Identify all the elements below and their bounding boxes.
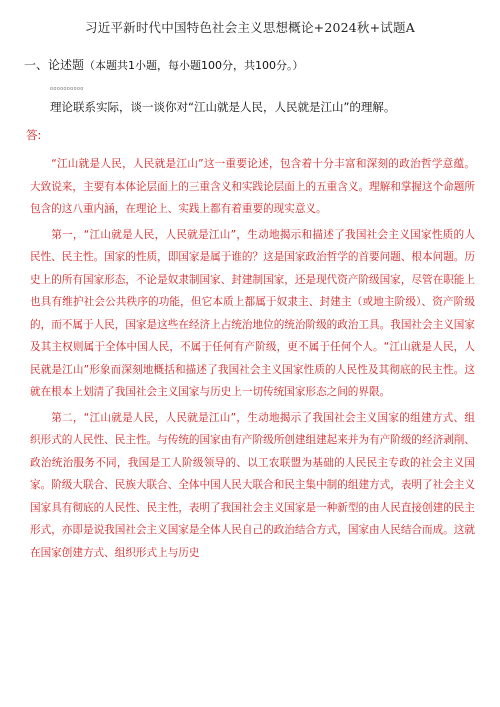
mini-marker-text: oooooooooo [50,86,84,92]
section-heading [24,56,304,73]
answer-paragraph-intro: “江山就是人民，人民就是江山”这一重要论述，包含着十分丰富和深刻的政治哲学意蕴。大致说来，主要有本体论层面上的三重含义和实践论层面上的五重含义。理解和掌握这个命题所包含的这八重内涵，在理论上、实践上都有着重要的现实意义。 [30,158,475,215]
section-note: （本题共1小题，每小题100分，共100分。） [84,59,304,72]
question-text: 理论联系实际，谈一谈你对“江山就是人民，人民就是江山”的理解。 [50,100,396,114]
section-heading-text: 一、论述题 [24,58,85,72]
answer-body [30,153,475,567]
answer-label: 答: [26,128,42,142]
document-title: 习近平新时代中国特色社会主义思想概论+2024秋+试题A [85,20,415,35]
answer-paragraph-first: 第一，“江山就是人民，人民就是江山”，生动地揭示和描述了我国社会主义国家性质的人民性、民主性。国家的性质，即国家是属于谁的？这是国家政治哲学的首要问题、根本问题。历史上的所有国家形态，不论是奴隶制国家、封建制国家，还是现代资产阶级国家，尽管在职能上也具有维护社会公共秩序的功能，但它本质上都属于奴隶主、封建主（或地主阶级）、资产阶级的，而不属于人民，国家是这些在经济上占统治地位的统治阶级的政治工具。我国社会主义国家及其主权则属于全体中国人民，不属于任何有产阶级，更不属于任何个人。“江山就是人民，人民就是江山”形象而深刻地概括和描述了我国社会主义国家性质的人民性及其彻底的民主性。这就在根本上划清了我国社会主义国家与历史上一切传统国家形态之间的界限。 [30,228,475,398]
answer-paragraph-second: 第二，“江山就是人民，人民就是江山”，生动地揭示了我国社会主义国家的组建方式、组织形式的人民性、民主性。与传统的国家由有产阶级所创建组建起来并为有产阶级的经济剥削、政治统治服务不同，我国是工人阶级领导的、以工农联盟为基础的人民民主专政的社会主义国家。阶级大联合、民族大联合、全体中国人民大联合和民主集中制的组建方式，表明了社会主义国家具有彻底的人民性、民主性，表明了我国社会主义国家是一种新型的由人民直接创建的民主形式，亦即是说我国社会主义国家是全体人民自己的政治结合方式，国家由人民结合而成。这就在国家创建方式、组织形式上与历史 [30,411,475,559]
